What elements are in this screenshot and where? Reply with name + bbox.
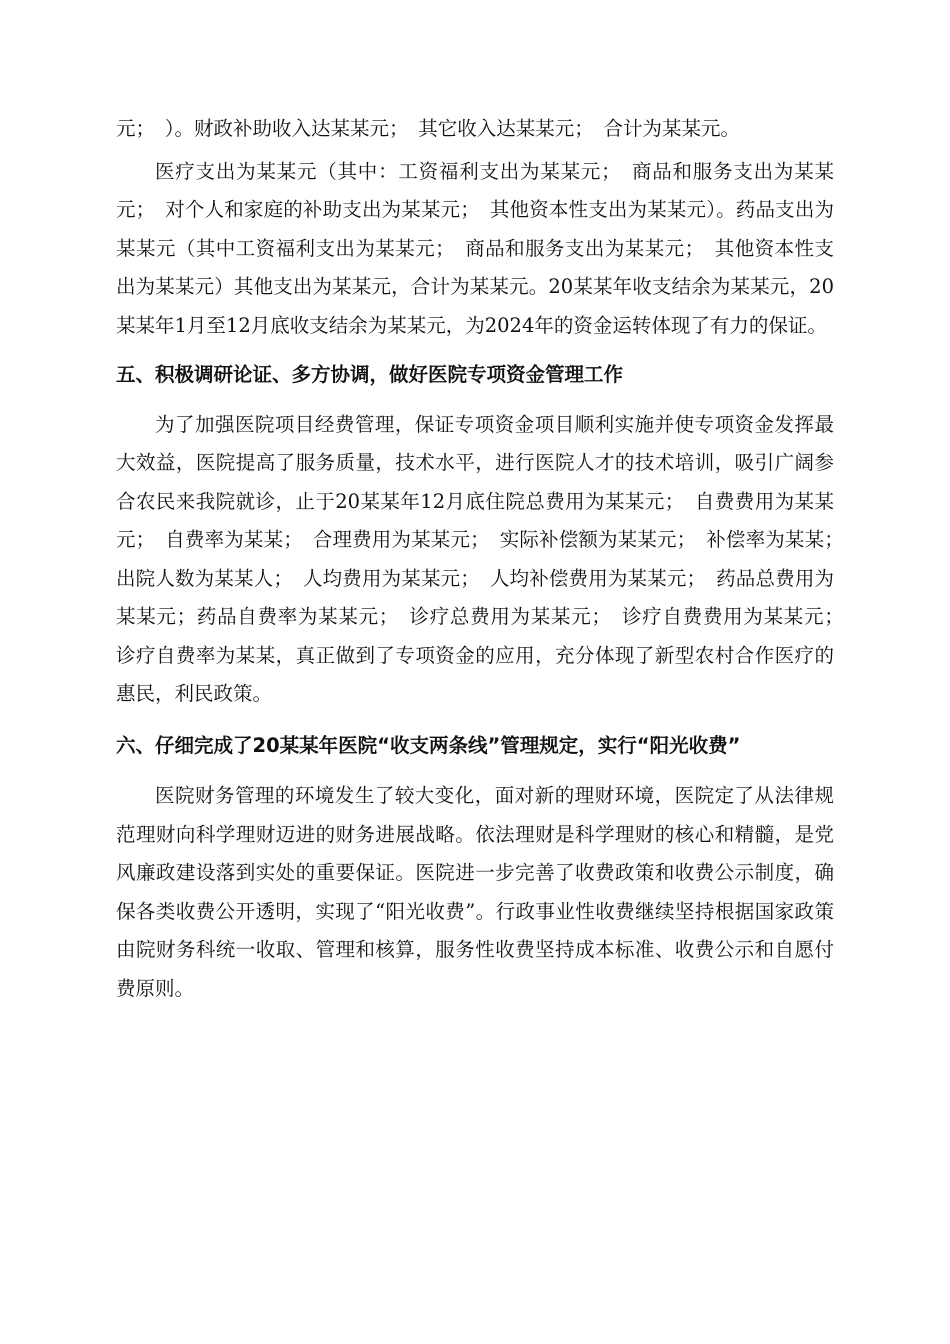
section-five-body: 为了加强医院项目经费管理，保证专项资金项目顺利实施并使专项资金发挥最大效益，医院提高了服务质量，技术水平，进行医院人才的技术培训，吸引广阔参合农民来我院就诊，止于20某某年12月底住院总费用为某某元； 自费费用为某某元； 自费率为某某； 合理费用为某某元； 实际补偿额为某某元； 补偿率为某某； 出院人数为某某人； 人均费用为某某元； 人均补偿费用为某某元； 药品总费用为某某元；药品自费率为某某元； 诊疗总费用为某某元； 诊疗自费费用为某某元； 诊疗自费率为某某，真正做到了专项资金的应用，充分体现了新型农村合作医疗的惠民，利民政策。	[116, 412, 854, 705]
paragraph-income-summary: 元； ）。财政补助收入达某某元； 其它收入达某某元； 合计为某某元。	[116, 117, 741, 140]
section-five-heading: 五、积极调研论证、多方协调，做好医院专项资金管理工作	[116, 363, 624, 386]
section-six-heading: 六、仔细完成了20某某年医院“收支两条线”管理规定，实行“阳光收费”	[116, 733, 741, 757]
document-page	[116, 110, 854, 1008]
section-six-body: 医院财务管理的环境发生了较大变化，面对新的理财环境，医院定了从法律规范理财向科学理财迈进的财务进展战略。依法理财是科学理财的核心和精髓，是党风廉政建设落到实处的重要保证。医院进一步完善了收费政策和收费公示制度，确保各类收费公开透明，实现了“阳光收费”。行政事业性收费继续坚持根据国家政策由院财务科统一收取、管理和核算，服务性收费坚持成本标准、收费公示和自愿付费原则。	[116, 784, 834, 1000]
paragraph-expenditure: 医疗支出为某某元（其中：工资福利支出为某某元； 商品和服务支出为某某元； 对个人和家庭的补助支出为某某元； 其他资本性支出为某某元）。药品支出为某某元（其中工资福利支出为某某元； 商品和服务支出为某某元； 其他资本性支出为某某元）其他支出为某某元，合计为某某元。20某某年收支结余为某某元，20某某年1月至12月底收支结余为某某元，为2024年的资金运转体现了有力的保证。	[116, 159, 834, 337]
